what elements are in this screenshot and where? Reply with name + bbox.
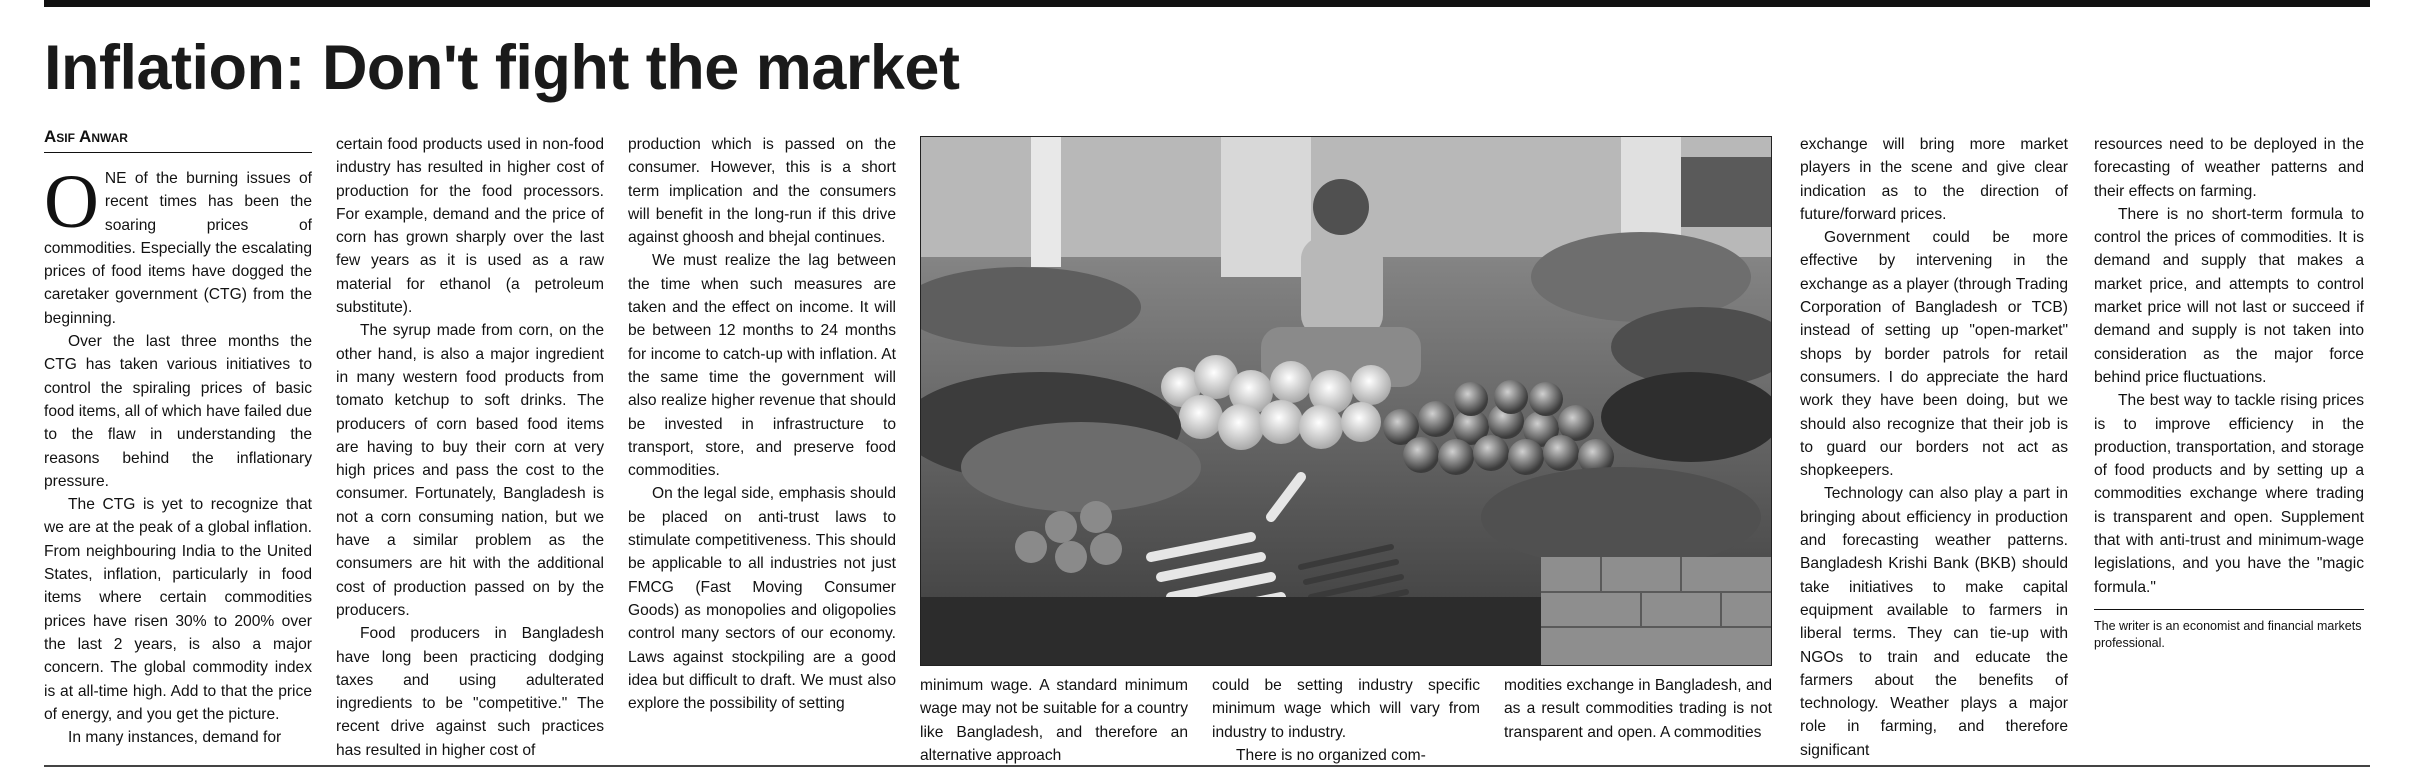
paragraph: minimum wage. A standard minimum wage may not be suitable for a country like Bangladesh, and therefore an alternative approach bbox=[920, 677, 1188, 764]
column-4 bbox=[920, 674, 1188, 767]
paragraph: Technology can also play a part in bringing about efficiency in production and forecasting weather patterns. Bangladesh Krishi Bank (BKB) should take initiatives to make capital equipment available to farmers in liberal terms. They can tie-up with NGOs to train and educate the farmers about the benefits of technology. Weather plays a major role in farming, and therefore significant bbox=[1800, 485, 2068, 759]
column-1 bbox=[44, 126, 312, 749]
column-8 bbox=[2094, 133, 2364, 652]
column-3 bbox=[628, 133, 896, 715]
paragraph: There is no organized com- bbox=[1236, 746, 1426, 764]
paragraph: production which is passed on the consumer. However, this is a short term implication and the consumers will benefit in the long-run if this drive against ghoosh and bhejal continues. bbox=[628, 136, 896, 247]
paragraph: certain food products used in non-food industry has resulted in higher cost of production for the food processors. For example, demand and the price of corn has grown sharply over the last few years as it is used as a raw material for ethanol (a petroleum substitute). bbox=[336, 136, 604, 317]
writer-note: The writer is an economist and financial markets professional. bbox=[2094, 618, 2362, 650]
paragraph: Food producers in Bangladesh have long been practicing dodging taxes and using adulterated ingredients to be "competitive." The recent drive against such practices has resulted in higher cost of bbox=[336, 625, 604, 759]
paragraph: On the legal side, emphasis should be placed on anti-trust laws to stimulate competitiveness. This should be applicable to all industries not just FMCG (Fast Moving Consumer Goods) as monopolies and oligopolies control many sectors of our economy. Laws against stockpiling are a good idea but difficult to draft. We must also explore the possibility of setting bbox=[628, 485, 896, 713]
paragraph: In many instances, demand for bbox=[68, 729, 282, 747]
paragraph: We must realize the lag between the time when such measures are taken and the effect on income. It will be between 12 months to 24 months for income to catch-up with inflation. At the same time the government will also realize higher revenue that should be invested in infrastructure to transport, store, and preserve food commodities. bbox=[628, 252, 896, 480]
paragraph: The CTG is yet to recognize that we are at the peak of a global inflation. From neighbouring India to the United States, inflation, particularly in food items where certain commodities prices have risen 30% to 200% over the last 2 years, is also a major concern. The global commodity index is at all-time high. Add to that the price of energy, and you get the picture. bbox=[44, 496, 312, 723]
paragraph: Over the last three months the CTG has taken various initiatives to control the spiraling prices of basic food items, all of which have failed due to the flaw in understanding the reasons behind the inflationary pressure. bbox=[44, 333, 312, 490]
market-photo bbox=[920, 136, 1772, 666]
lead-paragraph: ONE of the burning issues of recent times has been the soaring prices of commodities. Especially the escalating prices of food items have dogged the caretaker government (CTG) from the beginning. bbox=[44, 160, 312, 327]
bottom-rule bbox=[44, 765, 2370, 767]
top-rule bbox=[44, 0, 2370, 7]
column-5 bbox=[1212, 674, 1480, 767]
paragraph: could be setting industry specific minimum wage which will vary from industry to industry. bbox=[1212, 677, 1480, 741]
column-6 bbox=[1504, 674, 1772, 744]
note-divider bbox=[2094, 609, 2364, 610]
dropcap: O bbox=[44, 160, 99, 244]
paragraph: The syrup made from corn, on the other hand, is also a major ingredient in many western food products from tomato ketchup to soft drinks. The producers of corn based food items are having to buy their corn at very high prices and pass the cost to the consumer. Fortunately, Bangladesh is not a corn consuming nation, but we have a similar problem as the consumers are hit with the additional cost of production passed on by the producers. bbox=[336, 322, 604, 619]
paragraph: There is no short-term formula to control the prices of commodities. It is demand and supply that makes a market price, and attempts to control market price will not last or succeed if demand and supply is not taken into consideration as the major force behind price fluctuations. bbox=[2094, 205, 2364, 386]
paragraph: modities exchange in Bangladesh, and as a result commodities trading is not transparent and open. A commodities bbox=[1504, 677, 1772, 741]
headline: Inflation: Don't fight the market bbox=[44, 33, 960, 103]
paragraph: exchange will bring more market players in the scene and give clear indication as to the direction of future/forward prices. bbox=[1800, 136, 2068, 223]
column-7 bbox=[1800, 133, 2068, 762]
paragraph: Government could be more effective by intervening in the exchange as a player (through Trading Corporation of Bangladesh or TCB) instead of setting up "open-market" shops by border patrols for retail consumers. I do appreciate the hard work they have been doing, but we should also recognize that their job is to guard our borders not act as shopkeepers. bbox=[1800, 229, 2068, 480]
paragraph: resources need to be deployed in the forecasting of weather patterns and their effects on farming. bbox=[2094, 136, 2364, 200]
byline: Asif Anwar bbox=[44, 126, 312, 153]
paragraph: The best way to tackle rising prices is to improve efficiency in the production, transportation, and storage of food products and by setting up a commodities exchange where trading is transparent and open. Supplement that with anti-trust and minimum-wage legislations, and you have the "magic formula." bbox=[2094, 392, 2364, 596]
column-2 bbox=[336, 133, 604, 762]
